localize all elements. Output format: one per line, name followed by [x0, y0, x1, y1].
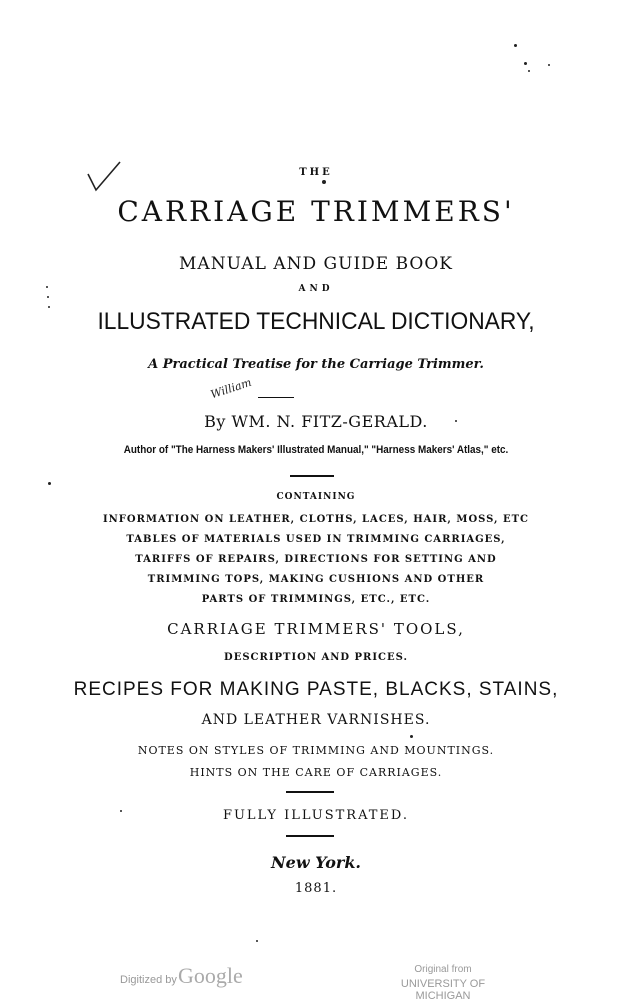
separator: [290, 475, 334, 477]
original-from-label: Original from: [414, 964, 472, 975]
hints-line: HINTS ON THE CARE OF CARRIAGES.: [189, 766, 443, 779]
separator: [286, 791, 334, 793]
digitized-by-label: Digitized by: [120, 974, 177, 986]
handwritten-note: William: [209, 375, 254, 402]
speck: [322, 180, 326, 184]
speck: [548, 64, 550, 66]
author-line: By WM. N. FITZ-GERALD.: [204, 412, 428, 431]
contents-line: TARIFFS OF REPAIRS, DIRECTIONS FOR SETTING AND: [135, 554, 497, 565]
the-label: THE: [299, 167, 333, 178]
illustrated-line: FULLY ILLUSTRATED.: [222, 808, 410, 823]
contents-line: INFORMATION ON LEATHER, CLOTHS, LACES, HAIR, MOSS, ETC: [102, 514, 530, 525]
speck: [120, 810, 122, 812]
separator: [258, 397, 294, 398]
containing-label: CONTAINING: [276, 492, 356, 502]
speck: [47, 296, 49, 298]
description-line: DESCRIPTION AND PRICES.: [224, 652, 408, 663]
university-label: UNIVERSITY OF MICHIGAN: [400, 978, 486, 1002]
tagline: A Practical Treatise for the Carriage Trimmer.: [148, 357, 484, 372]
speck: [48, 482, 51, 485]
author-of: Author of "The Harness Makers' Illustrated Manual," "Harness Makers' Atlas," etc.: [123, 444, 509, 456]
speck: [256, 940, 258, 942]
separator: [286, 835, 334, 837]
speck: [455, 420, 457, 422]
contents-line: TRIMMING TOPS, MAKING CUSHIONS AND OTHER: [147, 574, 485, 585]
speck: [410, 735, 413, 738]
contents-line: PARTS OF TRIMMINGS, ETC., ETC.: [201, 594, 431, 605]
speck: [514, 44, 517, 47]
place-line: New York.: [271, 853, 361, 872]
speck: [524, 62, 527, 65]
subtitle-dictionary: ILLUSTRATED TECHNICAL DICTIONARY,: [97, 308, 535, 335]
year-line: 1881.: [294, 881, 338, 896]
speck: [528, 70, 530, 72]
main-title: CARRIAGE TRIMMERS': [117, 195, 515, 228]
tools-heading: CARRIAGE TRIMMERS' TOOLS,: [167, 620, 465, 638]
speck: [48, 306, 50, 308]
contents-line: TABLES OF MATERIALS USED IN TRIMMING CARRIAGES,: [126, 534, 506, 545]
and-label: AND: [298, 284, 334, 294]
subtitle-manual: MANUAL AND GUIDE BOOK: [179, 254, 453, 274]
notes-line: NOTES ON STYLES OF TRIMMING AND MOUNTINGS.: [137, 744, 495, 757]
varnishes-line: AND LEATHER VARNISHES.: [201, 712, 431, 728]
recipes-heading: RECIPES FOR MAKING PASTE, BLACKS, STAINS,: [73, 679, 559, 700]
speck: [46, 286, 48, 288]
google-logo: Google: [178, 963, 243, 988]
